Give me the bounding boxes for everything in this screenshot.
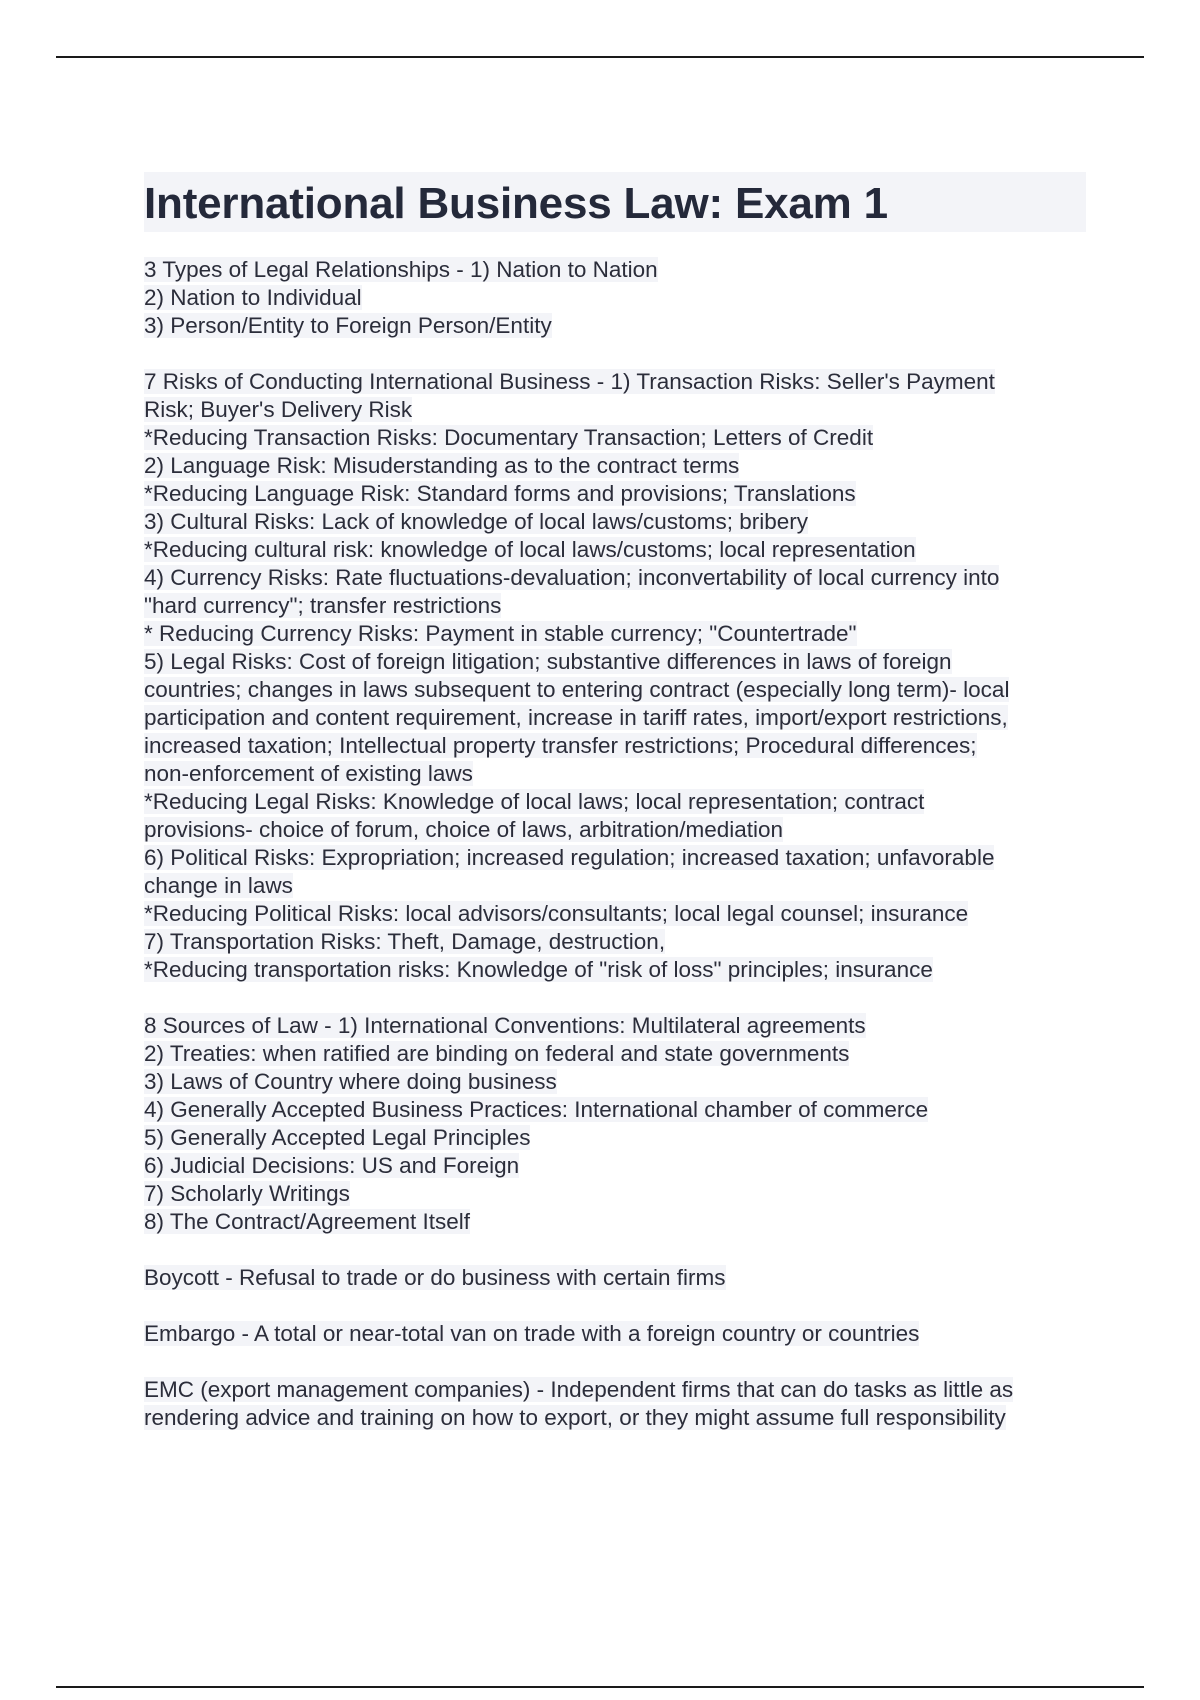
entry-line-text: *Reducing Transaction Risks: Documentary Transaction; Letters of Credit	[144, 425, 874, 450]
entry-line	[144, 1320, 1086, 1348]
entry-line	[144, 396, 1086, 424]
entry-line	[144, 256, 1086, 284]
entry-line	[144, 928, 1086, 956]
flashcard-entry	[144, 256, 1086, 340]
entry-line-text: change in laws	[144, 873, 293, 898]
entry-line	[144, 564, 1086, 592]
entry-line	[144, 1180, 1086, 1208]
entry-line	[144, 452, 1086, 480]
flashcard-list	[144, 256, 1086, 1432]
entry-line-text: participation and content requirement, increase in tariff rates, import/export restrictions,	[144, 705, 1008, 730]
entry-line	[144, 1404, 1086, 1432]
entry-line	[144, 1012, 1086, 1040]
entry-line-text: 7) Transportation Risks: Theft, Damage, destruction,	[144, 929, 666, 954]
entry-line-text: "hard currency"; transfer restrictions	[144, 593, 502, 618]
flashcard-entry	[144, 1264, 1086, 1292]
entry-line	[144, 1040, 1086, 1068]
entry-line-text: 7 Risks of Conducting International Business - 1) Transaction Risks: Seller's Payment	[144, 369, 995, 394]
entry-line	[144, 620, 1086, 648]
entry-line-text: rendering advice and training on how to export, or they might assume full responsibility	[144, 1405, 1006, 1430]
entry-line-text: EMC (export management companies) - Independent firms that can do tasks as little as	[144, 1377, 1014, 1402]
entry-line	[144, 1068, 1086, 1096]
entry-line-text: Risk; Buyer's Delivery Risk	[144, 397, 413, 422]
entry-line-text: *Reducing cultural risk: knowledge of local laws/customs; local representation	[144, 537, 916, 562]
entry-line	[144, 872, 1086, 900]
entry-line-text: 4) Generally Accepted Business Practices: International chamber of commerce	[144, 1097, 929, 1122]
entry-line	[144, 844, 1086, 872]
entry-line-text: 6) Political Risks: Expropriation; increased regulation; increased taxation; unfavorable	[144, 845, 995, 870]
entry-line	[144, 1124, 1086, 1152]
entry-line	[144, 1096, 1086, 1124]
entry-line	[144, 704, 1086, 732]
entry-line-text: 7) Scholarly Writings	[144, 1181, 350, 1206]
entry-line	[144, 816, 1086, 844]
bottom-divider	[56, 1686, 1144, 1688]
entry-line-text: 4) Currency Risks: Rate fluctuations-devaluation; inconvertability of local currency into	[144, 565, 1000, 590]
entry-line	[144, 480, 1086, 508]
entry-line-text: 2) Language Risk: Misuderstanding as to the contract terms	[144, 453, 740, 478]
entry-line	[144, 312, 1086, 340]
entry-line	[144, 732, 1086, 760]
entry-line	[144, 592, 1086, 620]
page-title: International Business Law: Exam 1	[144, 172, 1086, 232]
entry-line	[144, 956, 1086, 984]
entry-line	[144, 1264, 1086, 1292]
entry-line-text: Embargo - A total or near-total van on trade with a foreign country or countries	[144, 1321, 920, 1346]
entry-line-text: *Reducing Political Risks: local advisors/consultants; local legal counsel; insurance	[144, 901, 969, 926]
entry-line-text: countries; changes in laws subsequent to entering contract (especially long term)- local	[144, 677, 1010, 702]
entry-line-text: non-enforcement of existing laws	[144, 761, 473, 786]
entry-line-text: *Reducing Legal Risks: Knowledge of local laws; local representation; contract	[144, 789, 925, 814]
entry-line-text: 3) Cultural Risks: Lack of knowledge of local laws/customs; bribery	[144, 509, 809, 534]
flashcard-entry	[144, 1376, 1086, 1432]
entry-line-text: 5) Generally Accepted Legal Principles	[144, 1125, 531, 1150]
flashcard-entry	[144, 1320, 1086, 1348]
entry-line	[144, 1152, 1086, 1180]
entry-line	[144, 648, 1086, 676]
entry-line-text: *Reducing Language Risk: Standard forms and provisions; Translations	[144, 481, 856, 506]
entry-line	[144, 536, 1086, 564]
entry-line	[144, 1376, 1086, 1404]
entry-line	[144, 284, 1086, 312]
entry-line-text: increased taxation; Intellectual property transfer restrictions; Procedural differences;	[144, 733, 977, 758]
document-body	[144, 172, 1086, 1460]
entry-line	[144, 788, 1086, 816]
entry-line-text: Boycott - Refusal to trade or do business with certain firms	[144, 1265, 726, 1290]
entry-line-text: *Reducing transportation risks: Knowledge of "risk of loss" principles; insurance	[144, 957, 933, 982]
entry-line	[144, 900, 1086, 928]
entry-line-text: 3) Person/Entity to Foreign Person/Entity	[144, 313, 552, 338]
flashcard-entry	[144, 1012, 1086, 1236]
entry-line	[144, 1208, 1086, 1236]
entry-line	[144, 368, 1086, 396]
top-divider	[56, 56, 1144, 58]
entry-line-text: 2) Nation to Individual	[144, 285, 362, 310]
entry-line	[144, 424, 1086, 452]
entry-line	[144, 760, 1086, 788]
entry-line	[144, 676, 1086, 704]
entry-line-text: 6) Judicial Decisions: US and Foreign	[144, 1153, 520, 1178]
flashcard-entry	[144, 368, 1086, 984]
entry-line-text: 2) Treaties: when ratified are binding on federal and state governments	[144, 1041, 850, 1066]
entry-line-text: 8) The Contract/Agreement Itself	[144, 1209, 470, 1234]
entry-line	[144, 508, 1086, 536]
entry-line-text: 3) Laws of Country where doing business	[144, 1069, 557, 1094]
entry-line-text: provisions- choice of forum, choice of laws, arbitration/mediation	[144, 817, 784, 842]
entry-line-text: 8 Sources of Law - 1) International Conventions: Multilateral agreements	[144, 1013, 866, 1038]
entry-line-text: * Reducing Currency Risks: Payment in stable currency; "Countertrade"	[144, 621, 857, 646]
entry-line-text: 5) Legal Risks: Cost of foreign litigation; substantive differences in laws of foreign	[144, 649, 952, 674]
entry-line-text: 3 Types of Legal Relationships - 1) Nation to Nation	[144, 257, 658, 282]
